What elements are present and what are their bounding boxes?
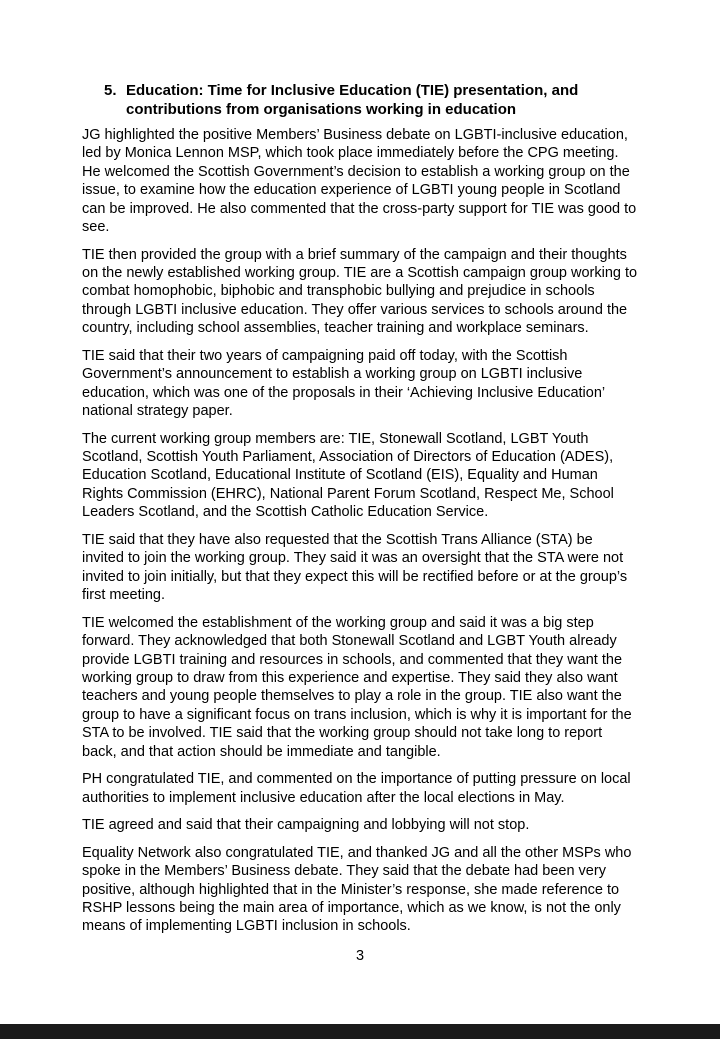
paragraph: JG highlighted the positive Members’ Business debate on LGBTI-inclusive education, led by Monica Lennon MSP, which took place immediately before the CPG meeting. He welcomed the Scottish Government’s decision to establish a working group on the issue, to examine how the education experience of LGBTI young people in Scotland can be improved. He also commented that the cross-party support for TIE was good to see. xyxy=(82,127,637,236)
paragraph: TIE then provided the group with a brief summary of the campaign and their thoughts on the newly established working group. TIE are a Scottish campaign group working to combat homophobic, biphobic and transphobic bullying and prejudice in schools through LGBTI inclusive education. They offer various services to schools around the country, including school assemblies, teacher training and workplace seminars. xyxy=(82,246,638,337)
paragraph: TIE welcomed the establishment of the working group and said it was a big step forward. They acknowledged that both Stonewall Scotland and LGBT Youth already provide LGBTI training and resources in schools, and commented that they want the working group to draw from this experience and expertise. They said they also want teachers and young people themselves to play a role in the group. TIE also want the group to have a significant focus on trans inclusion, which is why it is important for the STA to be involved. TIE said that the working group should not take long to report back, and that action should be immediate and tangible. xyxy=(82,614,632,760)
document-body xyxy=(82,126,638,945)
paragraph: TIE agreed and said that their campaigning and lobbying will not stop. xyxy=(82,817,530,834)
paragraph: TIE said that they have also requested that the Scottish Trans Alliance (STA) be invited to join the working group. They said it was an oversight that the STA were not invited to join initially, but that they expect this will be rectified before or at the group’s first meeting. xyxy=(82,531,628,604)
paragraph: TIE said that their two years of campaigning paid off today, with the Scottish Government’s announcement to establish a working group on LGBTI inclusive education, which was one of the proposals in their ‘Achieving Inclusive Education’ national strategy paper. xyxy=(82,347,605,420)
viewer-bottom-bar xyxy=(0,1024,720,1039)
paragraph: Equality Network also congratulated TIE, and thanked JG and all the other MSPs who spoke in the Members’ Business debate. They said that the debate had been very positive, although highlighted that in the Minister’s response, she made reference to RSHP lessons being the main area of importance, which as we know, is not the only means of implementing LGBTI inclusion in schools. xyxy=(82,844,632,935)
section-heading xyxy=(104,81,664,119)
paragraph: PH congratulated TIE, and commented on the importance of putting pressure on local authorities to implement inclusive education after the local elections in May. xyxy=(82,771,631,806)
page-number: 3 xyxy=(355,948,365,964)
section-title: Education: Time for Inclusive Education (TIE) presentation, and contributions from organisations working in education xyxy=(126,82,579,118)
section-number: 5. xyxy=(104,82,117,99)
paragraph: The current working group members are: TIE, Stonewall Scotland, LGBT Youth Scotland, Scottish Youth Parliament, Association of Directors of Education (ADES), Education Scotland, Educational Institute of Scotland (EIS), Equality and Human Rights Commission (EHRC), National Parent Forum Scotland, Respect Me, School Leaders Scotland, and the Scottish Catholic Education Service. xyxy=(82,430,614,521)
